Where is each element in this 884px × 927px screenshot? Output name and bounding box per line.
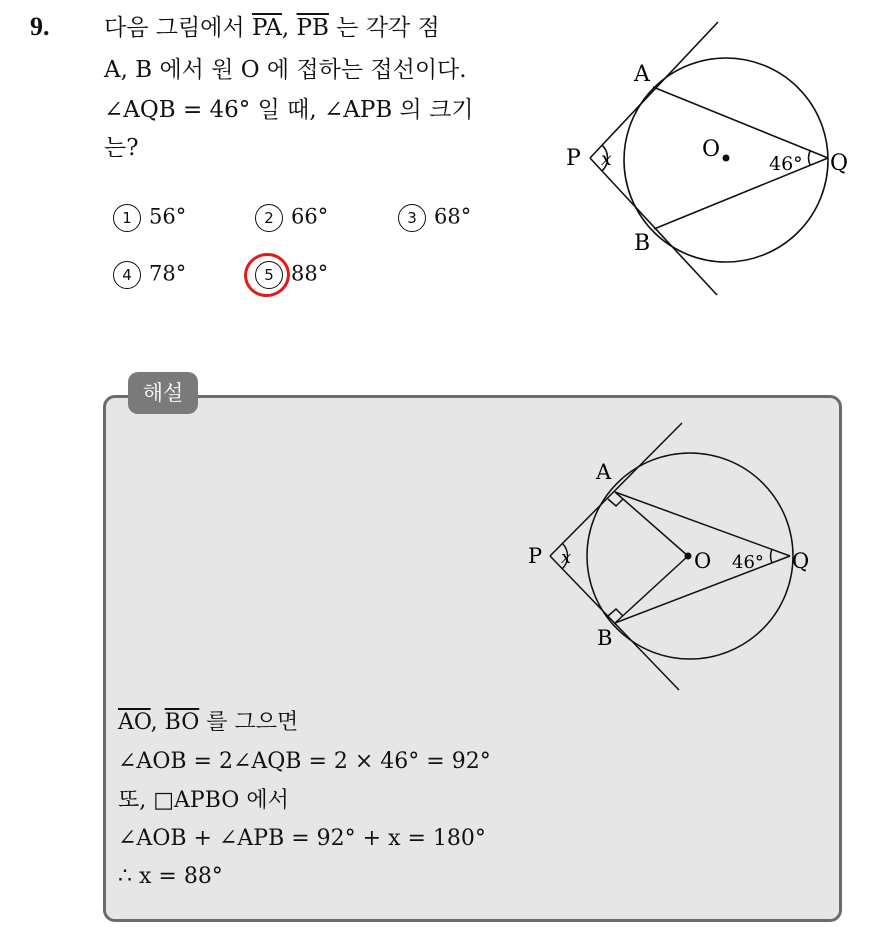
question-text: 다음 그림에서 — [104, 15, 252, 41]
answer-mark-circle — [240, 249, 294, 302]
choice-text: 78° — [149, 261, 187, 286]
solution-line-2: ∠AOB = 2∠AQB = 2 × 46° = 92° — [118, 749, 491, 774]
label-x: x — [561, 547, 572, 568]
solution-line-5: ∴ x = 88° — [118, 864, 223, 889]
solution-line-1 — [118, 704, 298, 742]
label-q: Q — [830, 151, 849, 176]
label-a: A — [596, 460, 612, 484]
question-line-2: A, B 에서 원 O 에 접하는 접선이다. — [104, 57, 467, 83]
choice-number: 4 — [113, 261, 141, 289]
separator: , — [281, 15, 297, 41]
solution-line-4: ∠AOB + ∠APB = 92° + x = 180° — [118, 826, 486, 851]
center-dot — [685, 553, 692, 560]
choice-text: 66° — [291, 204, 329, 229]
segment-bo: $\overline{BO}$ — [164, 710, 200, 735]
label-o: O — [694, 549, 712, 573]
solution-tag: 해설 — [128, 372, 198, 414]
choice-number: 5 — [255, 261, 283, 289]
chord-aq — [653, 87, 828, 158]
ray-pa: $\overline{PA}$ — [251, 15, 282, 41]
choice-text: 68° — [434, 204, 472, 229]
tangent-pb — [550, 556, 679, 690]
radius-bo — [615, 556, 688, 623]
label-a: A — [634, 62, 650, 87]
label-q: Q — [792, 549, 810, 573]
choice-number: 1 — [113, 204, 141, 232]
tangent-pb — [590, 158, 717, 295]
question-text: 는 각각 점 — [328, 15, 440, 41]
question-line-4: 는? — [104, 135, 139, 161]
choice-2[interactable] — [255, 204, 328, 232]
ray-pb: $\overline{PB}$ — [296, 15, 329, 41]
solution-figure — [520, 415, 830, 700]
choice-number: 3 — [398, 204, 426, 232]
choice-3[interactable] — [398, 204, 471, 232]
label-46: 46° — [769, 153, 803, 175]
label-x: x — [601, 148, 612, 170]
right-angle-a — [608, 499, 623, 506]
segment-ao: $\overline{AO}$ — [118, 710, 151, 735]
label-p: P — [528, 544, 543, 568]
question-line-3: ∠AQB = 46° 일 때, ∠APB 의 크기 — [104, 97, 474, 123]
label-b: B — [597, 626, 613, 650]
choice-4[interactable] — [113, 261, 186, 289]
tangent-pa — [550, 423, 682, 556]
separator: , — [150, 710, 165, 735]
label-b: B — [634, 231, 651, 256]
question-line-1 — [104, 10, 440, 46]
label-46: 46° — [732, 552, 764, 573]
question-number: 9. — [30, 12, 50, 41]
question-figure — [560, 10, 870, 310]
radius-ao — [615, 492, 688, 556]
angle-q-arc — [809, 151, 810, 165]
center-dot — [723, 155, 730, 162]
label-p: P — [566, 146, 581, 171]
right-angle-b — [608, 609, 623, 616]
label-o: O — [702, 137, 721, 162]
choice-1[interactable] — [113, 204, 186, 232]
solution-text: 를 그으면 — [199, 710, 299, 735]
solution-line-3: 또, □APBO 에서 — [118, 788, 289, 813]
chord-aq — [615, 492, 790, 556]
choice-number: 2 — [255, 204, 283, 232]
tangent-pa — [590, 22, 718, 158]
angle-q-arc — [771, 549, 772, 563]
choice-text: 56° — [149, 204, 187, 229]
choice-text: 88° — [291, 261, 329, 286]
